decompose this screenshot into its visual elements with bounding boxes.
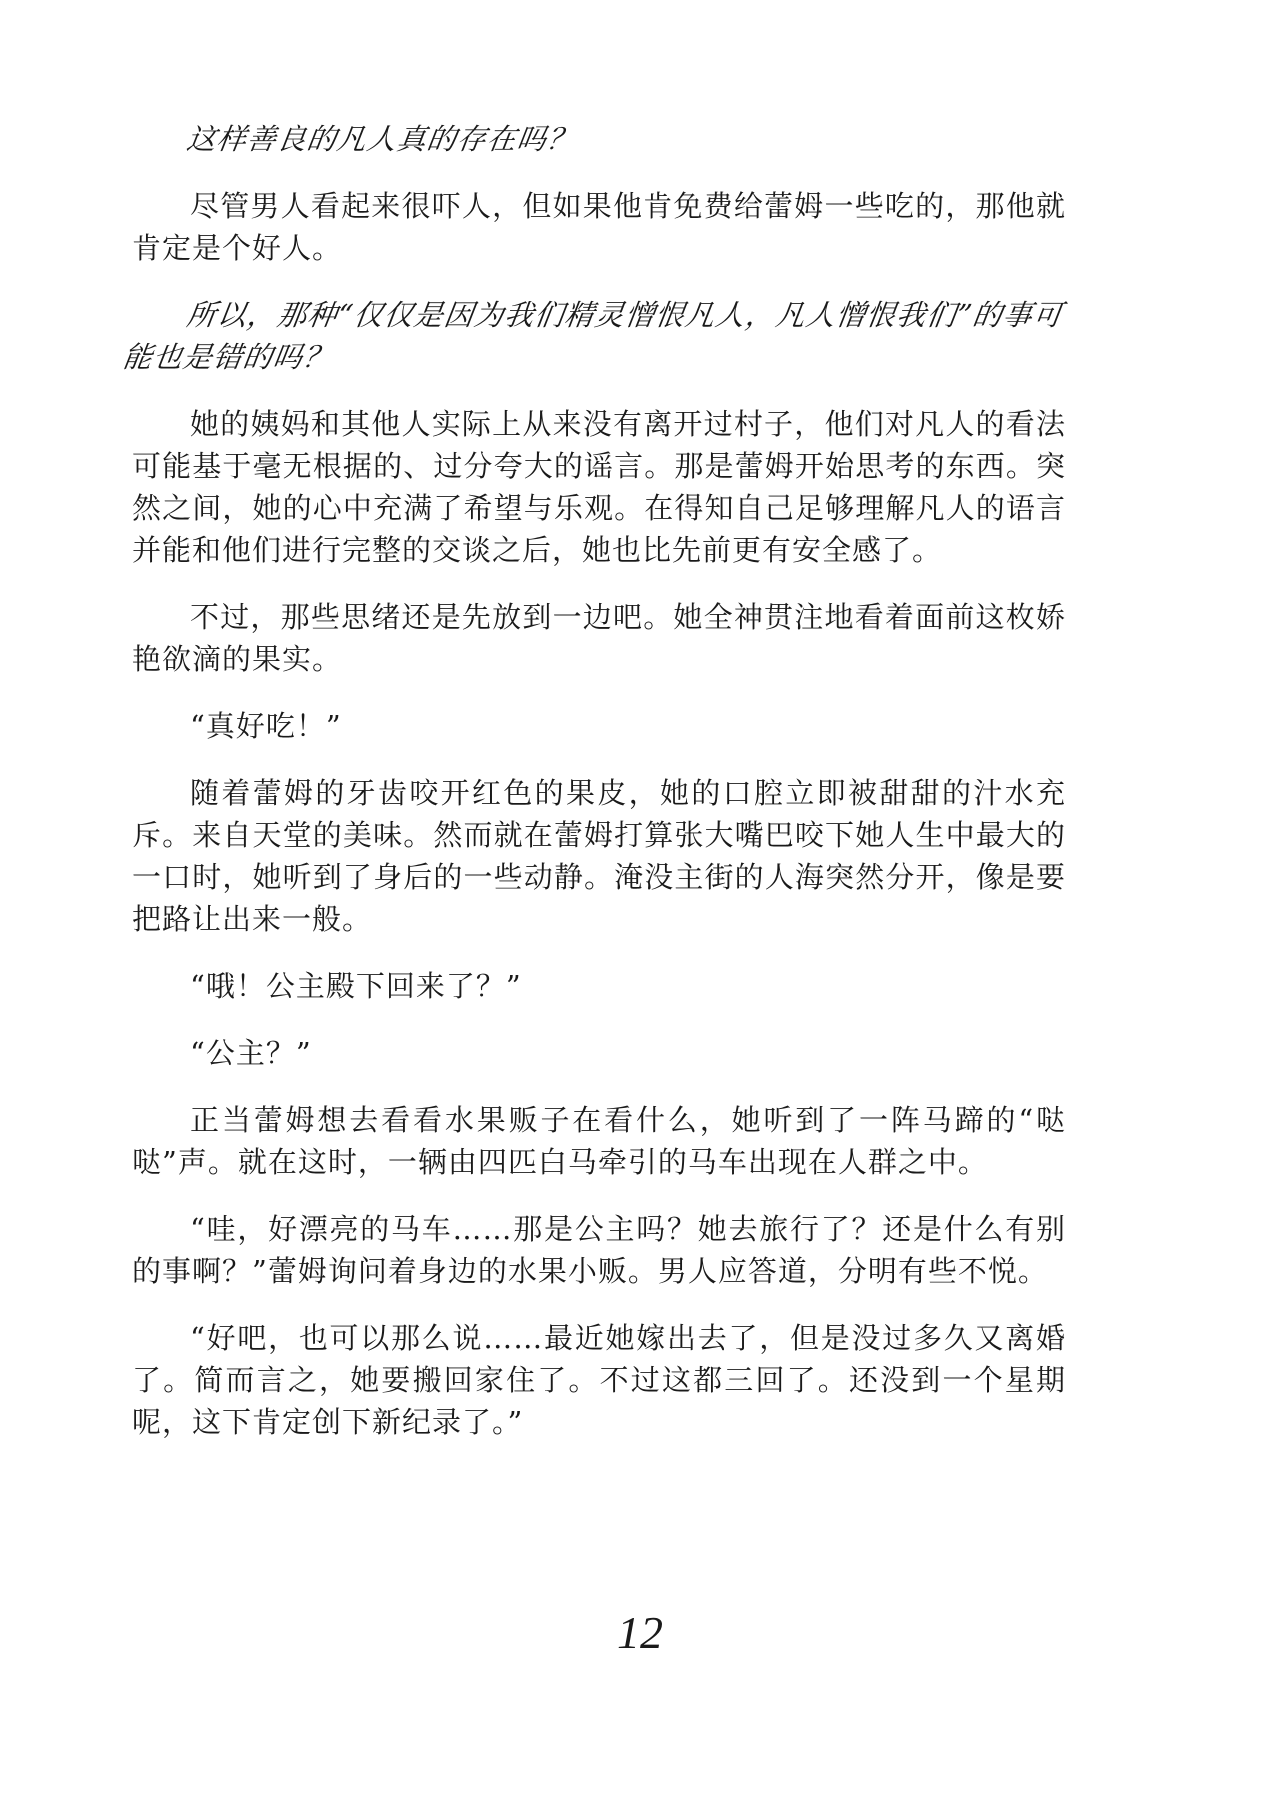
paragraph: “哦！公主殿下回来了？” [190, 969, 522, 1003]
paragraph: “公主？” [190, 1036, 312, 1070]
page-number: 12 [617, 1607, 663, 1658]
paragraph: 正当蕾姆想去看看水果贩子在看什么，她听到了一阵马蹄的“哒哒”声。就在这时，一辆由四匹白马牵引的马车出现在人群之中。 [132, 1103, 1066, 1179]
paragraph: 不过，那些思绪还是先放到一边吧。她全神贯注地看着面前这枚娇艳欲滴的果实。 [132, 600, 1066, 676]
paragraph: “哇，好漂亮的马车……那是公主吗？她去旅行了？还是什么有别的事啊？”蕾姆询问着身边的水果小贩。男人应答道，分明有些不悦。 [132, 1212, 1066, 1288]
paragraph: 尽管男人看起来很吓人，但如果他肯免费给蕾姆一些吃的，那他就肯定是个好人。 [132, 189, 1066, 265]
paragraph: 所以，那种“仅仅是因为我们精灵憎恨凡人，凡人憎恨我们”的事可能也是错的吗？ [120, 298, 1066, 374]
page-body [120, 118, 1066, 1468]
paragraph: 随着蕾姆的牙齿咬开红色的果皮，她的口腔立即被甜甜的汁水充斥。来自天堂的美味。然而就在蕾姆打算张大嘴巴咬下她人生中最大的一口时，她听到了身后的一些动静。淹没主街的人海突然分开，像是要把路让出来一般。 [132, 776, 1066, 936]
paragraph: 她的姨妈和其他人实际上从来没有离开过村子，他们对凡人的看法可能基于毫无根据的、过分夸大的谣言。那是蕾姆开始思考的东西。突然之间，她的心中充满了希望与乐观。在得知自己足够理解凡人的语言并能和他们进行完整的交谈之后，她也比先前更有安全感了。 [132, 407, 1066, 567]
paragraph: “真好吃！” [190, 709, 342, 743]
paragraph: “好吧，也可以那么说……最近她嫁出去了，但是没过多久又离婚了。简而言之，她要搬回家住了。不过这都三回了。还没到一个星期呢，这下肯定创下新纪录了。” [132, 1321, 1066, 1439]
paragraph: 这样善良的凡人真的存在吗？ [184, 122, 580, 156]
